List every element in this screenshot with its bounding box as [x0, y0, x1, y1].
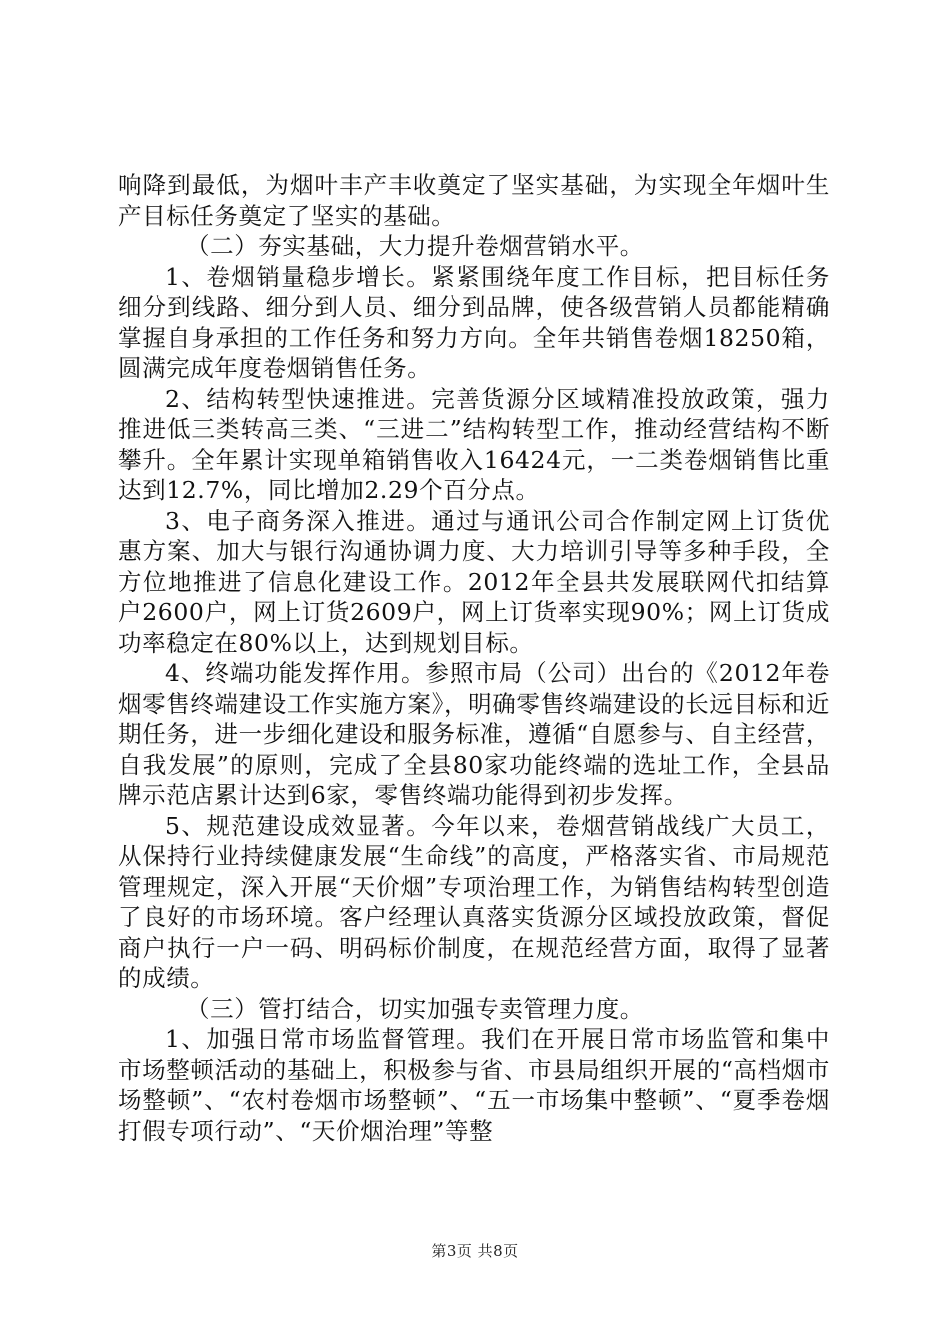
paragraph-item-1-section-3: 1、加强日常市场监督管理。我们在开展日常市场监管和集中市场整顿活动的基础上，积极参与省、市县局组织开展的“高档烟市场整顿”、“农村卷烟市场整顿”、“五一市场集中整顿”、“夏季卷烟打假专项行动”、“天价烟治理”等整 [118, 1025, 830, 1145]
paragraph-item-1: 1、卷烟销量稳步增长。紧紧围绕年度工作目标，把目标任务细分到线路、细分到人员、细分到品牌，使各级营销人员都能精确掌握自身承担的工作任务和努力方向。全年共销售卷烟18250箱，圆满完成年度卷烟销售任务。 [118, 262, 830, 382]
paragraph-item-5: 5、规范建设成效显著。今年以来，卷烟营销战线广大员工，从保持行业持续健康发展“生命线”的高度，严格落实省、市局规范管理规定，深入开展“天价烟”专项治理工作，为销售结构转型创造了良好的市场环境。客户经理认真落实货源分区域投放政策，督促商户执行一户一码、明码标价制度，在规范经营方面，取得了显著的成绩。 [118, 811, 830, 992]
section-heading-3: （三）管打结合，切实加强专卖管理力度。 [186, 994, 644, 1023]
section-heading-2: （二）夯实基础，大力提升卷烟营销水平。 [186, 232, 644, 260]
paragraph-item-3: 3、电子商务深入推进。通过与通讯公司合作制定网上订货优惠方案、加大与银行沟通协调力度、大力培训引导等多种手段，全方位地推进了信息化建设工作。2012年全县共发展联网代扣结算户2600户，网上订货2609户，网上订货率实现90%；网上订货成功率稳定在80%以上，达到规划目标。 [118, 506, 830, 657]
paragraph-item-2: 2、结构转型快速推进。完善货源分区域精准投放政策，强力推进低三类转高三类、“三进二”结构转型工作，推动经营结构不断攀升。全年累计实现单箱销售收入16424元，一二类卷烟销售比重达到12.7%，同比增加2.29个百分点。 [118, 384, 830, 504]
paragraph-item-4: 4、终端功能发挥作用。参照市局（公司）出台的《2012年卷烟零售终端建设工作实施方案》，明确零售终端建设的长远目标和近期任务，进一步细化建设和服务标准，遵循“自愿参与、自主经营，自我发展”的原则，完成了全县80家功能终端的选址工作，全县品牌示范店累计达到6家，零售终端功能得到初步发挥。 [118, 659, 830, 809]
page-number-footer: 第3页 共8页 [431, 1242, 519, 1260]
paragraph-continuation: 响降到最低，为烟叶丰产丰收奠定了坚实基础，为实现全年烟叶生产目标任务奠定了坚实的基础。 [118, 171, 830, 230]
document-body [118, 170, 830, 1146]
